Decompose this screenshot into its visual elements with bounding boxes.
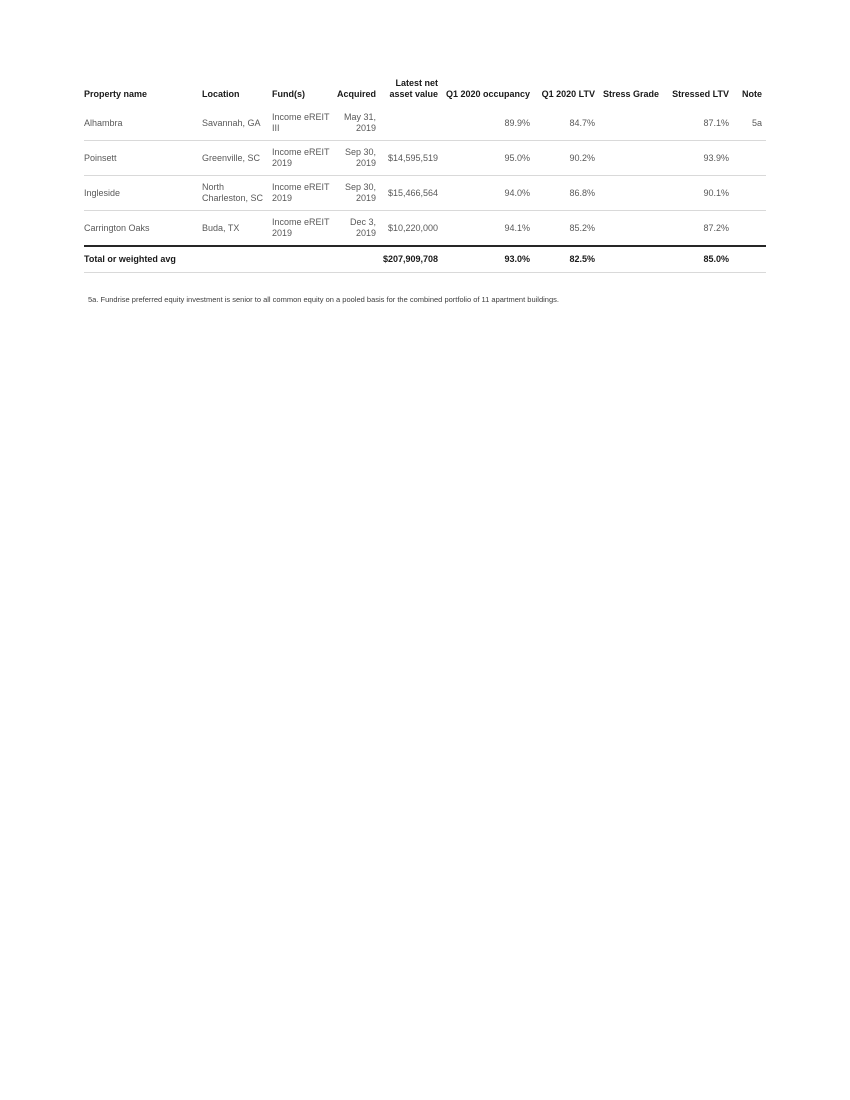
cell-stress-grade [599,106,665,141]
cell-total-q1-ltv: 82.5% [569,254,595,264]
cell-latest-nav: $10,220,000 [387,222,438,233]
column-header-acquired: Acquired [336,89,376,99]
column-header-funds: Fund(s) [272,89,305,99]
cell-note [733,211,766,247]
cell-stress-grade [599,211,665,247]
column-header-q1-ltv: Q1 2020 LTV [541,89,595,99]
table-row-ingleside [84,176,766,211]
cell-occupancy: 94.1% [504,222,530,233]
cell-location: North Charleston, SC [202,182,264,203]
cell-fund: Income eREIT 2019 [272,217,330,238]
cell-occupancy: 94.0% [504,187,530,198]
cell-property-name: Carrington Oaks [84,222,150,233]
cell-latest-nav: $14,595,519 [387,152,438,163]
column-header-property-name: Property name [84,89,148,99]
cell-note [733,141,766,176]
table-total-row [84,246,766,273]
cell-fund: Income eREIT 2019 [272,147,330,168]
column-header-latest-nav: Latest net asset value [389,78,438,99]
cell-total-note [733,246,766,273]
cell-property-name: Ingleside [84,187,121,198]
cell-total-latest-nav: $207,909,708 [382,254,438,264]
cell-location: Savannah, GA [202,117,261,128]
table-row-carrington-oaks [84,211,766,247]
column-header-stressed-ltv: Stressed LTV [672,89,729,99]
cell-stress-grade [599,141,665,176]
cell-acquired: Dec 3, 2019 [349,217,376,238]
table-header-row [84,76,766,106]
cell-location: Greenville, SC [202,152,261,163]
footnote-5a: 5a. Fundrise preferred equity investment is senior to all common equity on a pooled basis for the combined portfolio of 11 apartment buildings. [88,295,559,304]
cell-note: 5a [751,117,762,128]
cell-total-label: Total or weighted avg [84,254,176,264]
column-header-note: Note [742,89,762,99]
cell-occupancy: 95.0% [504,152,530,163]
cell-property-name: Poinsett [84,152,117,163]
cell-q1-ltv: 90.2% [569,152,595,163]
cell-total-stress-grade [599,246,665,273]
cell-acquired: May 31, 2019 [343,112,376,133]
cell-occupancy: 89.9% [504,117,530,128]
cell-property-name: Alhambra [84,117,123,128]
column-header-location: Location [202,89,240,99]
cell-fund: Income eREIT III [272,112,330,133]
cell-stress-grade [599,176,665,211]
cell-q1-ltv: 84.7% [569,117,595,128]
cell-acquired: Sep 30, 2019 [344,147,376,168]
cell-location: Buda, TX [202,222,240,233]
cell-acquired: Sep 30, 2019 [344,182,376,203]
table-row-alhambra [84,106,766,141]
cell-stressed-ltv: 90.1% [703,187,729,198]
cell-fund: Income eREIT 2019 [272,182,330,203]
cell-stressed-ltv: 87.2% [703,222,729,233]
table-row-poinsett [84,141,766,176]
cell-latest-nav: $15,466,564 [387,187,438,198]
cell-latest-nav [380,106,442,141]
property-portfolio-table [84,76,766,273]
cell-total-stressed-ltv: 85.0% [703,254,729,264]
cell-q1-ltv: 85.2% [569,222,595,233]
column-header-stress-grade: Stress Grade [602,89,660,99]
cell-q1-ltv: 86.8% [569,187,595,198]
cell-stressed-ltv: 93.9% [703,152,729,163]
column-header-occupancy: Q1 2020 occupancy [445,89,530,99]
cell-total-occupancy: 93.0% [504,254,530,264]
cell-stressed-ltv: 87.1% [703,117,729,128]
cell-note [733,176,766,211]
